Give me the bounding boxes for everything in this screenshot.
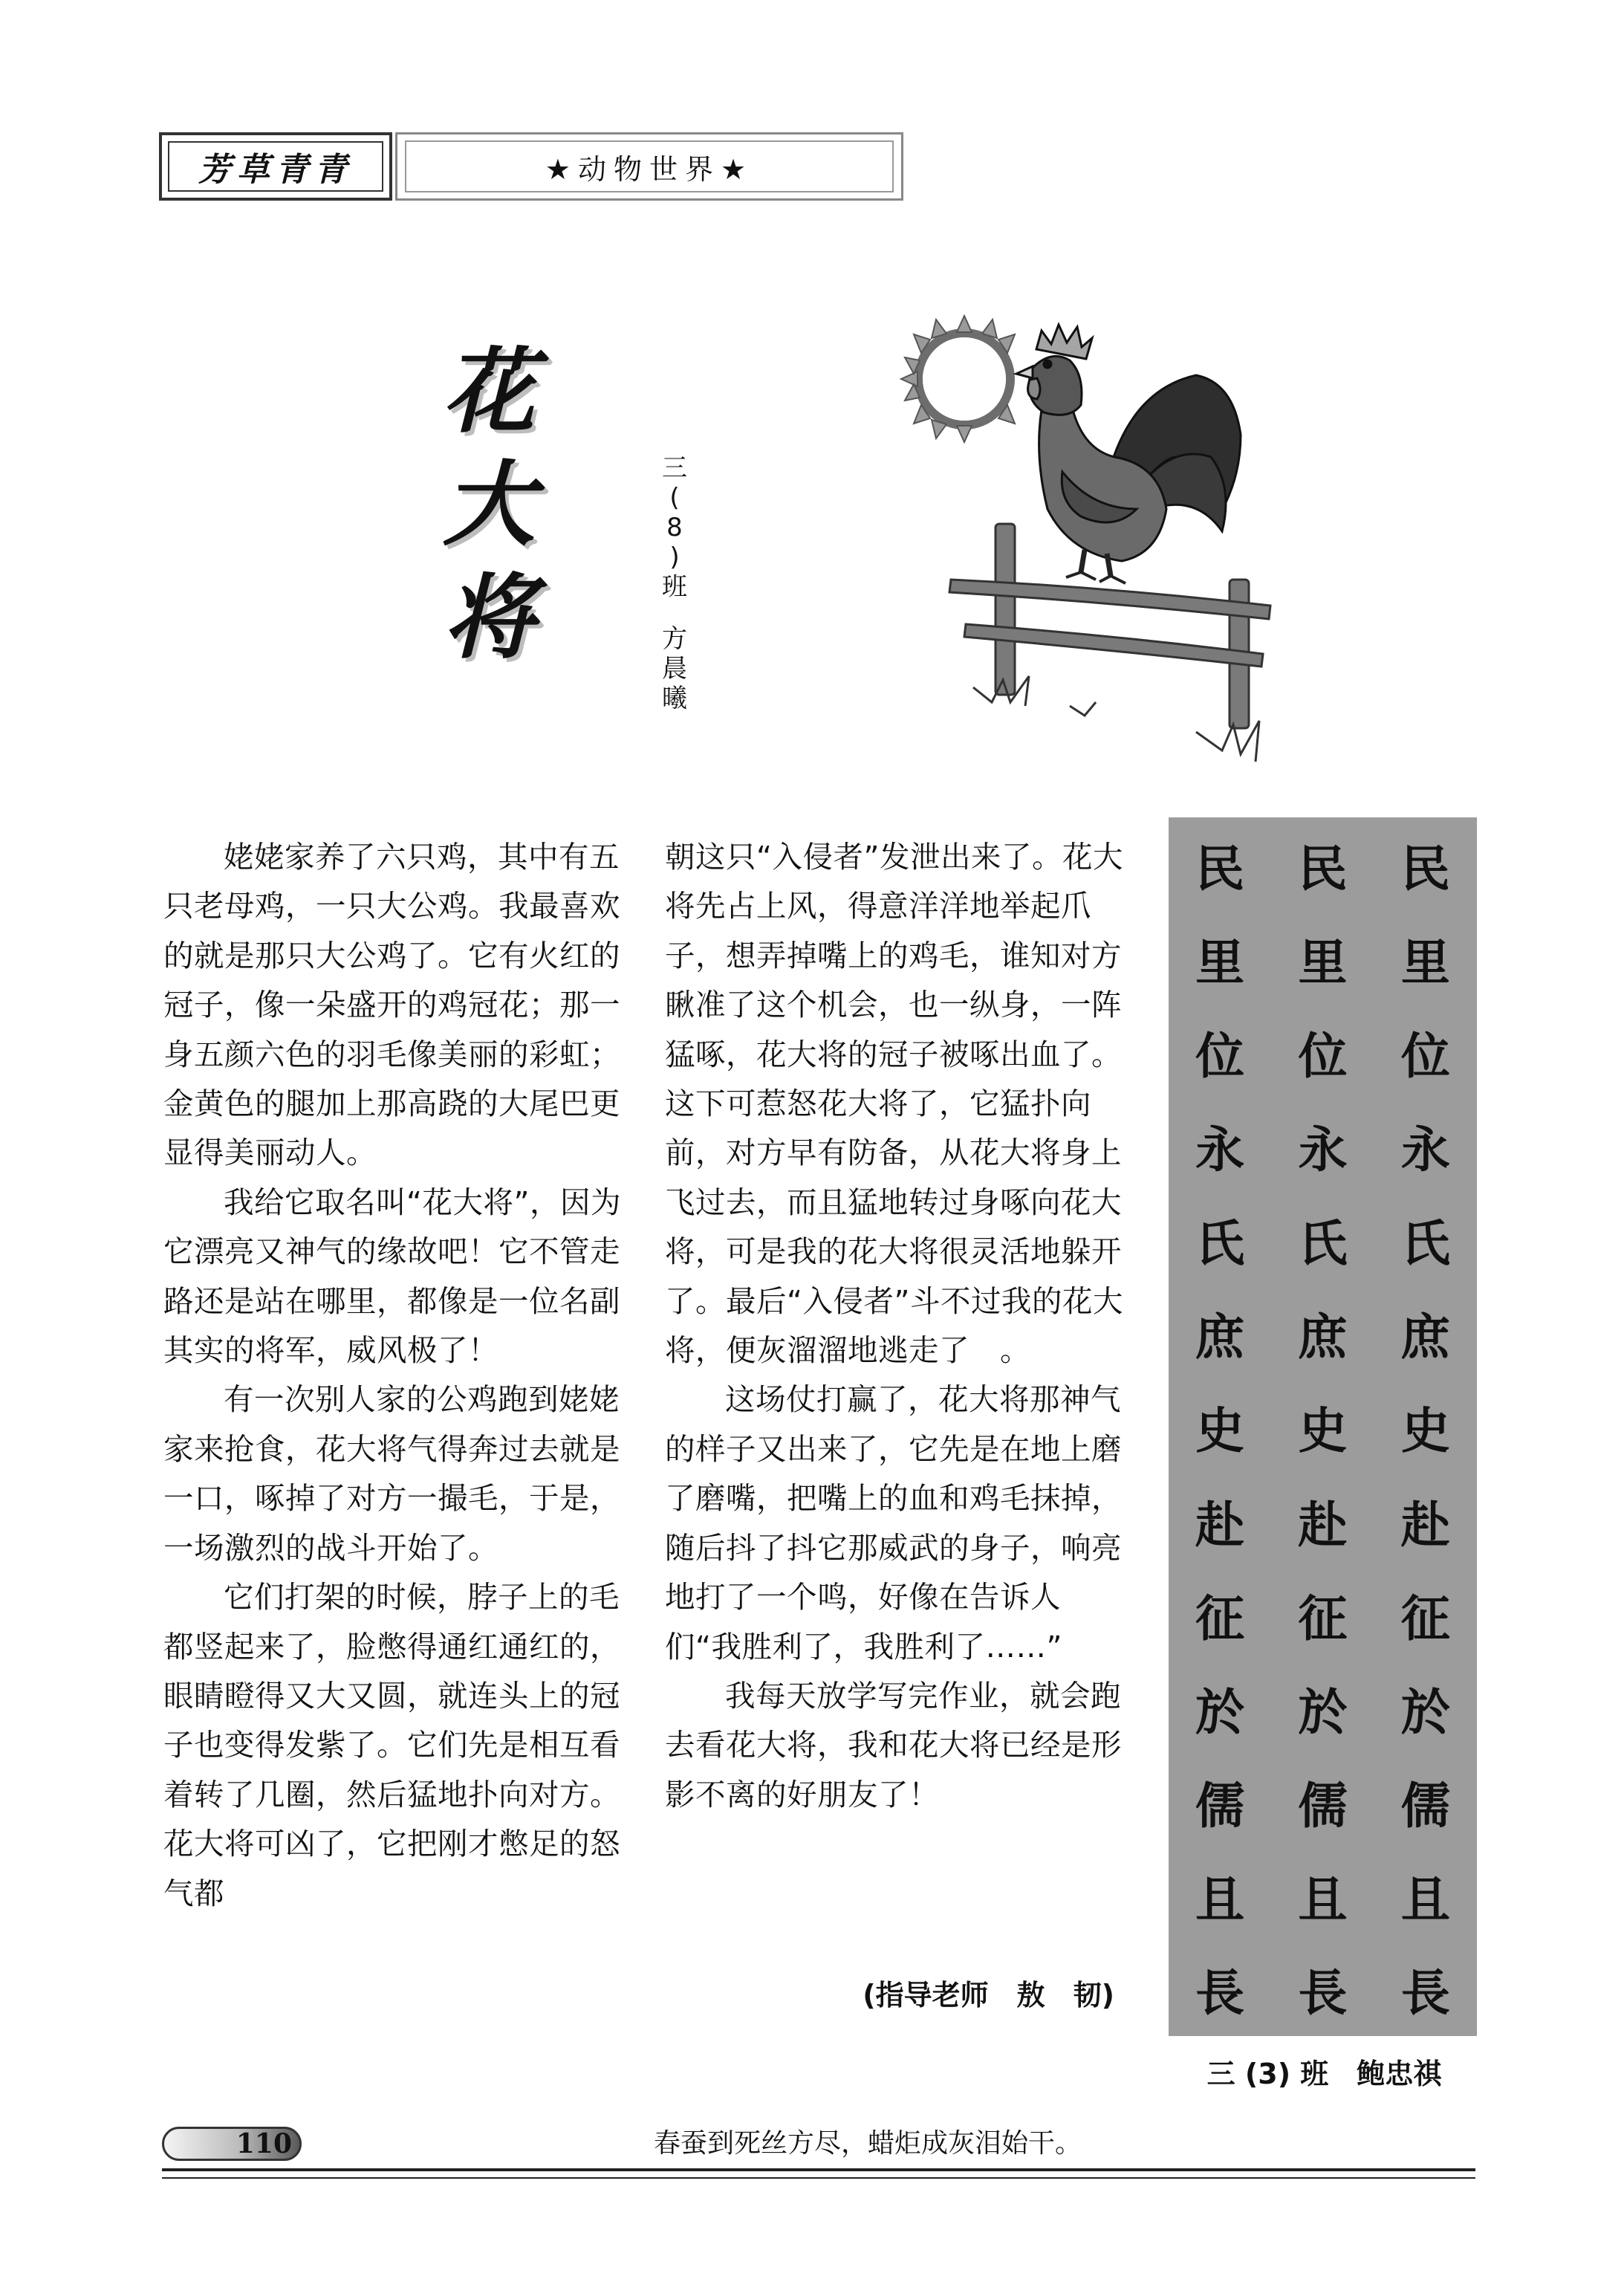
rooster-illustration (884, 286, 1322, 769)
grass (973, 676, 1259, 762)
article-title (429, 336, 548, 675)
calligraphy-char: 氏 (1400, 1214, 1450, 1273)
author-class-char: 三 (662, 453, 687, 483)
teacher-credit: (指导老师 敖 韧) (863, 1979, 1114, 2012)
calligraphy-char: 赴 (1195, 1495, 1245, 1554)
article-paragraph: 我每天放学写完作业，就会跑去看花大将，我和花大将已经是形影不离的好朋友了！ (665, 1677, 1122, 1812)
calligraphy-char: 征 (1298, 1589, 1348, 1647)
calligraphy-char: 永 (1195, 1121, 1245, 1179)
article-paragraph: 这场仗打赢了，花大将那神气的样子又出来了，它先是在地上磨了磨嘴，把嘴上的血和鸡毛抹掉，随后抖了抖它那威武的身子，响亮地打了一个鸣，好像在告诉人们“我胜利了，我胜利了……” (665, 1381, 1122, 1665)
column-title-box (395, 132, 903, 201)
calligraphy-char: 里 (1400, 933, 1450, 991)
author-spacer (657, 602, 692, 624)
article-column-right (665, 832, 1126, 1819)
article-paragraph: 它们打架的时候，脖子上的毛都竖起来了，脸憋得通红通红的，眼睛瞪得又大又圆，就连头上的冠子也变得发紫了。它们先是相互看着转了几圈，然后猛地扑向对方。花大将可凶了，它把刚才憋足的怒气都 (163, 1579, 620, 1911)
footer-rule-thin (162, 2177, 1475, 2179)
author-name-char: 曦 (662, 684, 687, 713)
author-class-char: 8 (666, 513, 683, 542)
calligraphy-caption: 三 (3) 班 鲍忠祺 (1206, 2058, 1442, 2090)
article-column-left (163, 832, 624, 1918)
article-paragraph: 我给它取名叫“花大将”，因为它漂亮又神气的缘故吧！它不管走路还是站在哪里，都像是一位名副其实的将军，威风极了！ (163, 1184, 621, 1369)
calligraphy-char: 且 (1195, 1870, 1245, 1929)
calligraphy-grid (1169, 817, 1477, 2036)
article-paragraph: 姥姥家养了六只鸡，其中有五只老母鸡，一只大公鸡。我最喜欢的就是那只大公鸡了。它有火红的冠子，像一朵盛开的鸡冠花；那一身五颜六色的羽毛像美丽的彩虹；金黄色的腿加上那高跷的大尾巴更显得美丽动人。 (163, 839, 620, 1171)
calligraphy-char: 里 (1195, 933, 1245, 991)
section-label-inner-frame (168, 141, 383, 192)
author-name-char: 方 (662, 624, 687, 654)
calligraphy-char: 民 (1400, 839, 1450, 898)
calligraphy-char: 里 (1298, 933, 1348, 991)
calligraphy-char: 且 (1400, 1870, 1450, 1929)
footer-rule (162, 2168, 1475, 2171)
column-title: ★动物世界★ (545, 152, 754, 186)
title-char: 大 (442, 451, 535, 559)
author-name-char: 晨 (662, 654, 687, 684)
calligraphy-char: 氏 (1298, 1214, 1348, 1273)
calligraphy-char: 赴 (1400, 1495, 1450, 1554)
calligraphy-char: 於 (1195, 1682, 1245, 1741)
author-class-char: ) (669, 542, 680, 572)
calligraphy-artwork (1169, 817, 1477, 2036)
calligraphy-char: 長 (1195, 1964, 1245, 2023)
calligraphy-char: 儒 (1195, 1777, 1245, 1835)
calligraphy-char: 長 (1400, 1964, 1450, 2023)
calligraphy-char: 位 (1298, 1026, 1348, 1085)
article-paragraph: 有一次别人家的公鸡跑到姥姥家来抢食，花大将气得奔过去就是一口，啄掉了对方一撮毛，于是，一场激烈的战斗开始了。 (163, 1381, 620, 1566)
author-class-char: ( (669, 483, 680, 513)
sun-icon (901, 316, 1015, 442)
calligraphy-char: 儒 (1400, 1777, 1450, 1835)
calligraphy-char: 位 (1400, 1026, 1450, 1085)
calligraphy-char: 庶 (1400, 1308, 1450, 1367)
calligraphy-char: 儒 (1298, 1777, 1348, 1835)
calligraphy-char: 民 (1298, 839, 1348, 898)
calligraphy-char: 於 (1298, 1682, 1348, 1741)
calligraphy-char: 征 (1195, 1589, 1245, 1647)
calligraphy-char: 位 (1195, 1026, 1245, 1085)
footer-motto: 春蚕到死丝方尽，蜡炬成灰泪始干。 (654, 2128, 1082, 2159)
column-title-inner-frame (405, 140, 894, 192)
section-label: 芳草青青 (198, 151, 353, 189)
calligraphy-char: 史 (1195, 1401, 1245, 1460)
article-paragraph: 朝这只“入侵者”发泄出来了。花大将先占上风，得意洋洋地举起爪子，想弄掉嘴上的鸡毛，谁知对方瞅准了这个机会，也一纵身，一阵猛啄，花大将的冠子被啄出血了。这下可惹怒花大将了，它猛扑向前，对方早有防备，从花大将身上飞过去，而且猛地转过身啄向花大将，可是我的花大将很灵活地躲开了。最后“入侵者”斗不过我的花大将，便灰溜溜地逃走了 。 (665, 839, 1123, 1369)
calligraphy-char: 庶 (1298, 1308, 1348, 1367)
calligraphy-char: 史 (1298, 1401, 1348, 1460)
calligraphy-char: 庶 (1195, 1308, 1245, 1367)
section-label-box (159, 132, 392, 201)
page-number: 110 (236, 2128, 292, 2159)
author-byline (657, 453, 692, 713)
calligraphy-char: 永 (1298, 1121, 1348, 1179)
author-class-char: 班 (662, 572, 687, 602)
title-char: 花 (442, 338, 535, 446)
title-char: 将 (442, 564, 535, 672)
page-number-badge (162, 2127, 302, 2161)
calligraphy-char: 永 (1400, 1121, 1450, 1179)
calligraphy-char: 氏 (1195, 1214, 1245, 1273)
calligraphy-char: 征 (1400, 1589, 1450, 1647)
calligraphy-char: 於 (1400, 1682, 1450, 1741)
calligraphy-char: 且 (1298, 1870, 1348, 1929)
calligraphy-char: 史 (1400, 1401, 1450, 1460)
calligraphy-char: 長 (1298, 1964, 1348, 2023)
calligraphy-char: 赴 (1298, 1495, 1348, 1554)
calligraphy-char: 民 (1195, 839, 1245, 898)
